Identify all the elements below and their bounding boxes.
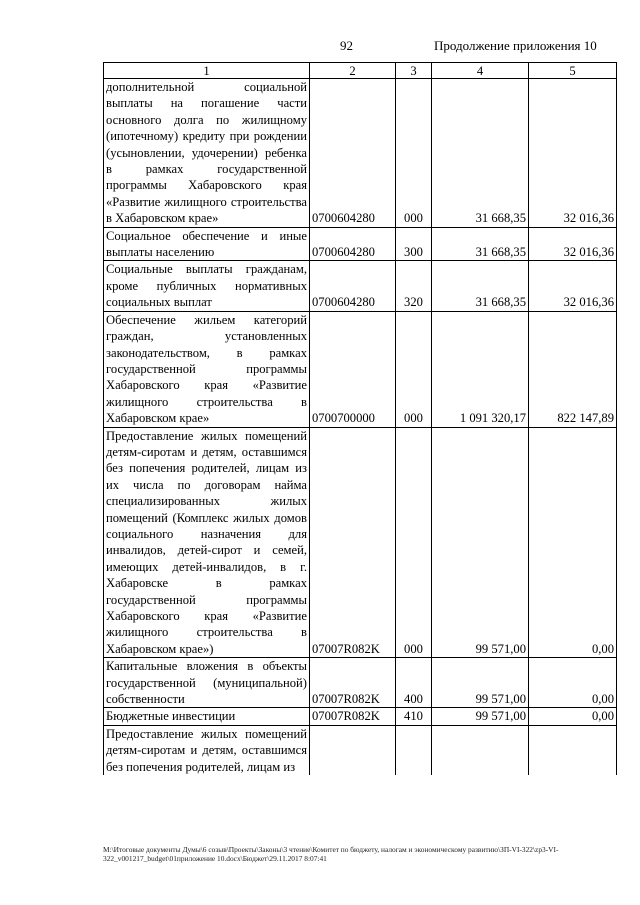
row-expense-type: 320 (396, 261, 432, 311)
row-target-code: 0700604280 (310, 261, 396, 311)
row-name: Предоставление жилых помещений детям-сиротам и детям, оставшимся без попечения родителей, лицам из (104, 725, 310, 775)
table-header (104, 63, 617, 79)
table-row (104, 227, 617, 261)
table-row (104, 79, 617, 228)
row-expense-type: 000 (396, 427, 432, 658)
row-amount-1: 31 668,35 (432, 79, 529, 228)
row-amount-1: 31 668,35 (432, 227, 529, 261)
row-amount-2: 0,00 (529, 708, 617, 725)
row-target-code: 0700700000 (310, 311, 396, 427)
row-amount-2: 32 016,36 (529, 227, 617, 261)
row-amount-1: 31 668,35 (432, 261, 529, 311)
row-name: Социальные выплаты гражданам, кроме публичных нормативных социальных выплат (104, 261, 310, 311)
col-header-1: 1 (104, 63, 310, 79)
page-number: 92 (340, 38, 353, 53)
row-target-code (310, 725, 396, 775)
col-header-5: 5 (529, 63, 617, 79)
table-row (104, 311, 617, 427)
table-row (104, 658, 617, 708)
row-expense-type: 410 (396, 708, 432, 725)
row-target-code: 07007R082K (310, 427, 396, 658)
row-amount-2: 0,00 (529, 658, 617, 708)
col-header-3: 3 (396, 63, 432, 79)
table-row (104, 708, 617, 725)
row-target-code: 07007R082K (310, 708, 396, 725)
row-expense-type: 300 (396, 227, 432, 261)
row-amount-2: 0,00 (529, 427, 617, 658)
row-target-code: 0700604280 (310, 227, 396, 261)
row-target-code: 07007R082K (310, 658, 396, 708)
row-target-code: 0700604280 (310, 79, 396, 228)
row-amount-1: 99 571,00 (432, 658, 529, 708)
table-row (104, 725, 617, 775)
row-amount-2: 822 147,89 (529, 311, 617, 427)
header-row (104, 63, 617, 79)
row-name: Обеспечение жильем категорий граждан, установленных законодательством, в рамках государственной программы Хабаровского края «Развитие жилищного строительства в Хабаровском крае» (104, 311, 310, 427)
row-amount-1: 1 091 320,17 (432, 311, 529, 427)
row-name: Предоставление жилых помещений детям-сиротам и детям, оставшимся без попечения родителей, лицам из их числа по договорам найма специализированных жилых помещений (Комплекс жилых домов социального назначения для инвалидов, детей-сирот и семей, имеющих детей-инвалидов, в г. Хабаровске в рамках государственной программы Хабаровского края «Развитие жилищного строительства в Хабаровском крае») (104, 427, 310, 658)
row-expense-type: 000 (396, 79, 432, 228)
row-amount-1: 99 571,00 (432, 708, 529, 725)
row-amount-1: 99 571,00 (432, 427, 529, 658)
budget-table (103, 62, 617, 775)
col-header-4: 4 (432, 63, 529, 79)
row-expense-type (396, 725, 432, 775)
document-path-footer: М:\Итоговые документы Думы\6 созыв\Проекты\Законы\3 чтение\Комитет по бюджету, налогам и экономическому развитию\ЗП-VI-322\zp3-VI-322_v001217_budget\01приложение 10.docx\Бюджет\29.11.2017 8:07:41 (103, 845, 559, 863)
row-name: дополнительной социальной выплаты на погашение части основного долга по жилищному (ипотечному) кредиту при рождении (усыновлении, удочерении) ребенка в рамках государственной программы Хабаровского края «Развитие жилищного строительства в Хабаровском крае» (104, 79, 310, 228)
table-row (104, 261, 617, 311)
row-name: Капитальные вложения в объекты государственной (муниципальной) собственности (104, 658, 310, 708)
row-amount-2 (529, 725, 617, 775)
row-amount-1 (432, 725, 529, 775)
row-name: Бюджетные инвестиции (104, 708, 310, 725)
table-row (104, 427, 617, 658)
row-name: Социальное обеспечение и иные выплаты населению (104, 227, 310, 261)
col-header-2: 2 (310, 63, 396, 79)
row-amount-2: 32 016,36 (529, 79, 617, 228)
appendix-title: Продолжение приложения 10 (434, 38, 597, 53)
row-expense-type: 000 (396, 311, 432, 427)
row-amount-2: 32 016,36 (529, 261, 617, 311)
row-expense-type: 400 (396, 658, 432, 708)
